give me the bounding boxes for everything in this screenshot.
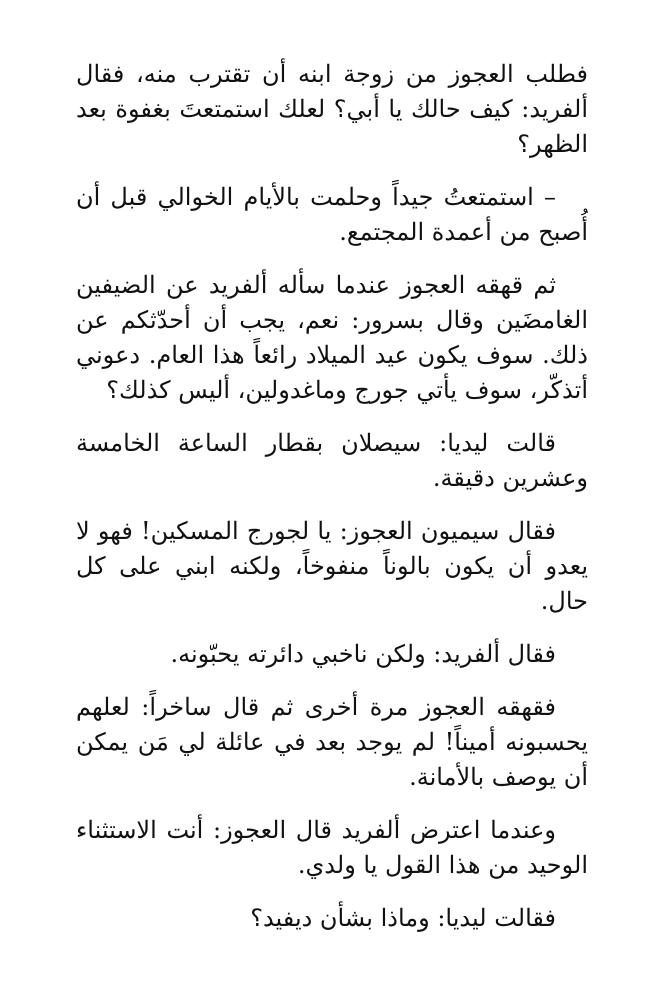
paragraph-2: – استمتعتُ جيداً وحلمت بالأيام الخوالي قبل أن أُصبح من أعمدة المجتمع.: [76, 183, 588, 246]
paragraph-9: فقالت ليديا: وماذا بشأن ديفيد؟: [250, 904, 556, 932]
book-page: [76, 57, 588, 936]
paragraph-5: فقال سيميون العجوز: يا لجورج المسكين! فهو لا يعدو أن يكون بالوناً منفوخاً، ولكنه ابني على كل حال.: [76, 517, 588, 615]
paragraph-8: وعندما اعترض ألفريد قال العجوز: أنت الاستثناء الوحيد من هذا القول يا ولدي.: [76, 816, 588, 879]
paragraph-7: فقهقه العجوز مرة أخرى ثم قال ساخراً: لعلهم يحسبونه أميناً! لم يوجد بعد في عائلة لي مَن يمكن أن يوصف بالأمانة.: [76, 693, 588, 791]
paragraph-6: فقال ألفريد: ولكن ناخبي دائرته يحبّونه.: [170, 640, 556, 668]
paragraph-3: ثم قهقه العجوز عندما سأله ألفريد عن الضيفين الغامضَين وقال بسرور: نعم، يجب أن أحدّثكم عن ذلك. سوف يكون عيد الميلاد رائعاً هذا العام. دعوني أتذكّر، سوف يأتي جورج وماغدولين، أليس كذلك؟: [76, 271, 588, 404]
paragraph-4: قالت ليديا: سيصلان بقطار الساعة الخامسة وعشرين دقيقة.: [76, 429, 588, 492]
paragraph-1: فطلب العجوز من زوجة ابنه أن تقترب منه، فقال ألفريد: كيف حالك يا أبي؟ لعلك استمتعتَ بغفوة بعد الظهر؟: [76, 60, 588, 158]
